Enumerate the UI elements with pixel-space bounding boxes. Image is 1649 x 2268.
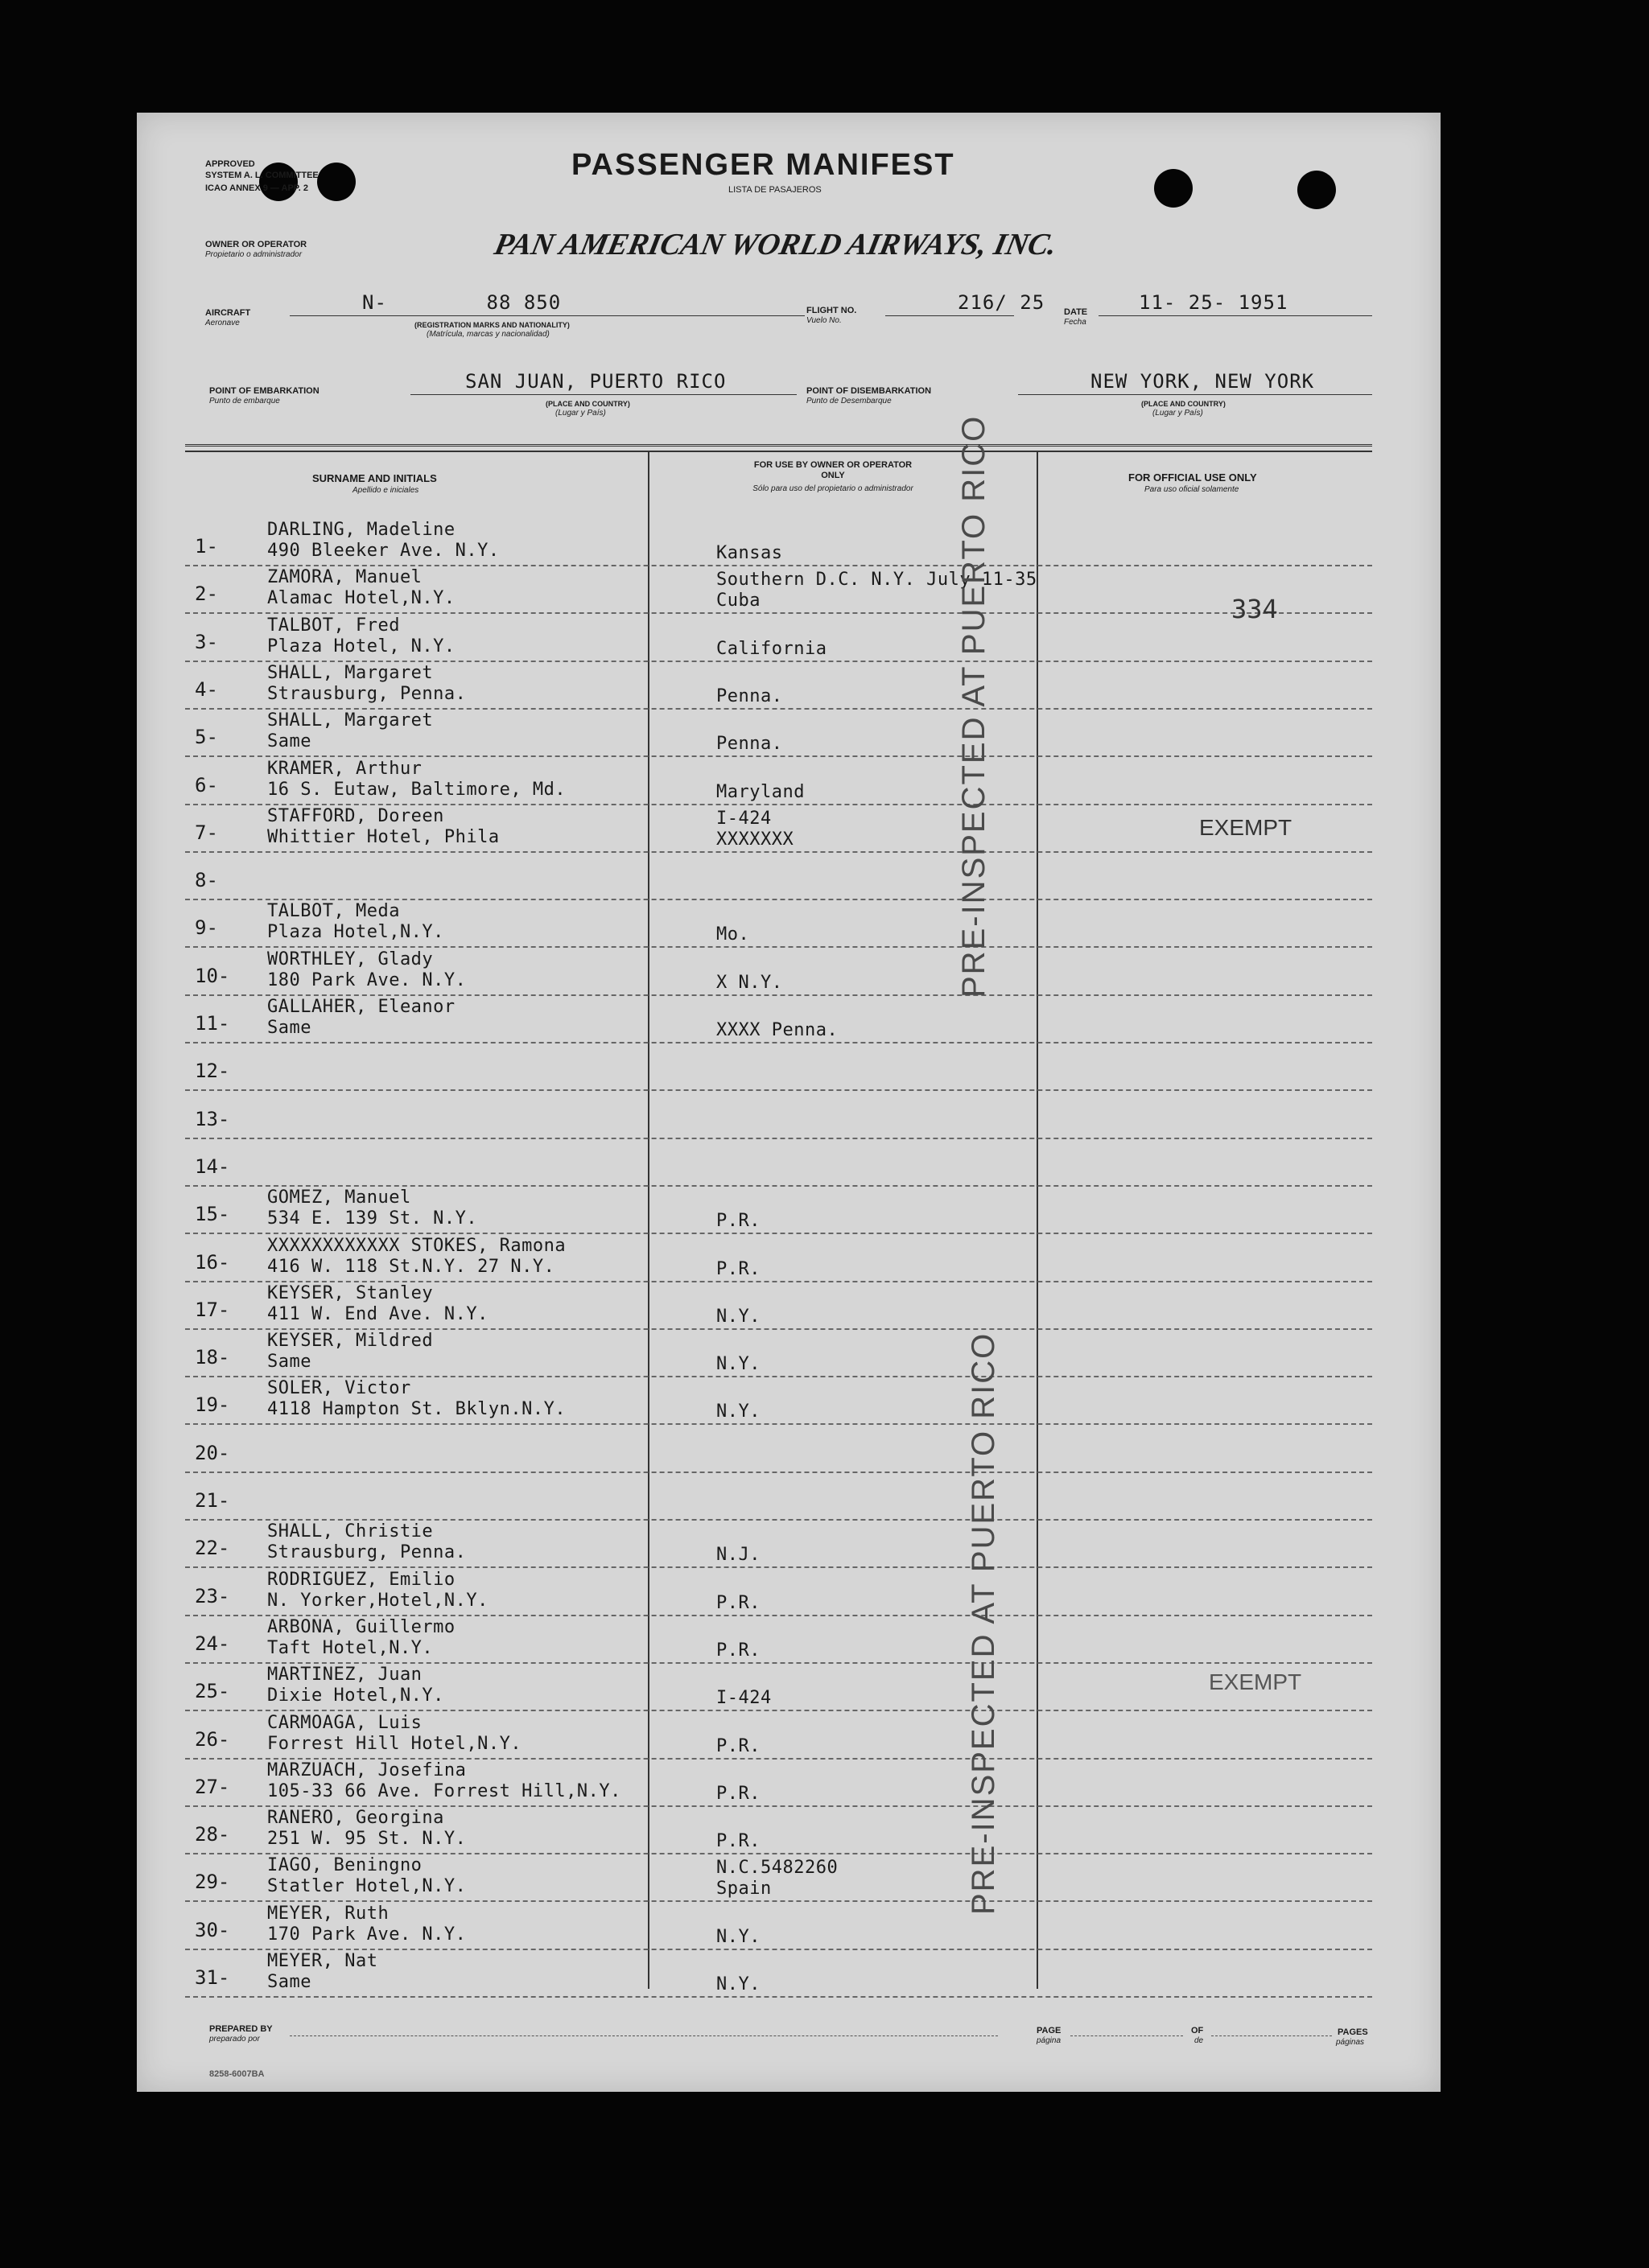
flight-value: 216/ 25 (958, 291, 1045, 314)
passenger-name: KRAMER, Arthur (267, 758, 423, 779)
operator-note-nationality: P.R. (716, 1592, 761, 1613)
operator-note-nationality: XXXX Penna. (716, 1020, 839, 1040)
passenger-name: KEYSER, Stanley (267, 1282, 434, 1303)
operator-note-nationality: Maryland (716, 781, 805, 802)
disembark-place-note: (PLACE AND COUNTRY) (1141, 400, 1226, 408)
passenger-name: KEYSER, Mildred (267, 1331, 434, 1352)
column-header-surname-es: Apellido e iniciales (352, 486, 419, 495)
disembark-underline (1018, 394, 1372, 395)
row-number: 19- (195, 1393, 230, 1417)
passenger-name: MARTINEZ, Juan (267, 1665, 423, 1686)
operator-note: I-424 (716, 808, 772, 829)
approval-line: APPROVED (205, 159, 255, 169)
row-number: 20- (195, 1441, 230, 1464)
column-header-official-es: Para uso oficial solamente (1144, 485, 1239, 494)
operator-note-nationality: California (716, 638, 827, 659)
date-value: 11- 25- 1951 (1139, 291, 1288, 314)
embark-value: SAN JUAN, PUERTO RICO (465, 370, 727, 393)
embark-place-note-es: (Lugar y País) (555, 409, 606, 418)
column-header-owner-use-es: Sólo para uso del propietario o administrador (752, 484, 913, 493)
row-number: 17- (195, 1298, 230, 1321)
row-number: 22- (195, 1537, 230, 1560)
passenger-address: 490 Bleeker Ave. N.Y. (267, 541, 500, 561)
passenger-name: SHALL, Christie (267, 1521, 434, 1542)
row-number: 11- (195, 1012, 230, 1035)
row-number: 16- (195, 1250, 230, 1274)
row-divider (185, 1138, 1372, 1139)
of-label-es: de (1194, 2036, 1204, 2045)
flight-label-es: Vuelo No. (806, 316, 842, 325)
disembark-label-es: Punto de Desembarque (806, 397, 892, 405)
passenger-address: 16 S. Eutaw, Baltimore, Md. (267, 779, 567, 800)
passenger-address: Same (267, 1018, 311, 1038)
operator-note-nationality: Penna. (716, 685, 783, 706)
flight-label: FLIGHT NO. (806, 306, 857, 315)
passenger-name: DARLING, Madeline (267, 520, 456, 540)
row-divider (185, 1996, 1372, 1998)
operator-note-nationality: N.Y. (716, 1306, 761, 1327)
pages-line (1211, 2035, 1332, 2036)
passenger-name: WORTHLEY, Glady (267, 949, 434, 969)
date-label-es: Fecha (1064, 318, 1086, 327)
page-label: PAGE (1037, 2026, 1062, 2035)
disembark-place-note-es: (Lugar y País) (1152, 409, 1203, 418)
preinspected-stamp: PRE-INSPECTED AT PUERTO RICO (956, 414, 991, 998)
row-divider (185, 851, 1372, 853)
operator-note-nationality: X N.Y. (716, 972, 783, 993)
aircraft-label-es: Aeronave (205, 319, 240, 327)
embark-label-es: Punto de embarque (209, 397, 280, 405)
exempt-mark: EXEMPT (1209, 1669, 1302, 1694)
table-header-rule (185, 451, 1372, 452)
row-number: 10- (195, 964, 230, 987)
passenger-name: SHALL, Margaret (267, 662, 434, 683)
passenger-address: 4118 Hampton St. Bklyn.N.Y. (267, 1399, 567, 1420)
exempt-mark: EXEMPT (1199, 815, 1292, 840)
preinspected-stamp: PRE-INSPECTED AT PUERTO RICO (966, 1332, 1001, 1915)
operator-note-nationality: N.J. (716, 1545, 761, 1566)
passenger-name: ARBONA, Guillermo (267, 1616, 456, 1637)
row-number: 1- (195, 535, 218, 558)
passenger-address: Strausburg, Penna. (267, 683, 467, 704)
pages-label-es: páginas (1336, 2038, 1365, 2047)
row-number: 2- (195, 582, 218, 606)
passenger-address: Whittier Hotel, Phila (267, 826, 500, 847)
passenger-name: TALBOT, Fred (267, 615, 400, 636)
operator-note-nationality: P.R. (716, 1640, 761, 1661)
passenger-address: Same (267, 1972, 311, 1992)
form-number: 8258-6007BA (209, 2069, 265, 2079)
row-number: 24- (195, 1632, 230, 1655)
table-top-rule (185, 444, 1372, 447)
passenger-name: GALLAHER, Eleanor (267, 997, 456, 1017)
passenger-address: Statler Hotel,N.Y. (267, 1876, 467, 1897)
passenger-address: Alamac Hotel,N.Y. (267, 588, 456, 609)
operator-note-nationality: P.R. (716, 1258, 761, 1279)
operator-note-nationality: Kansas (716, 543, 783, 563)
row-number: 23- (195, 1584, 230, 1607)
row-number: 5- (195, 726, 218, 749)
row-divider (185, 1089, 1372, 1091)
date-label: DATE (1064, 307, 1088, 317)
passenger-name: RANERO, Georgina (267, 1808, 444, 1829)
operator-note-nationality: N.Y. (716, 1354, 761, 1375)
row-divider (185, 1472, 1372, 1473)
operator-note-nationality: P.R. (716, 1211, 761, 1232)
row-number: 13- (195, 1107, 230, 1130)
embark-place-note: (PLACE AND COUNTRY) (546, 400, 630, 408)
passenger-name: ZAMORA, Manuel (267, 567, 423, 588)
passenger-name: TALBOT, Meda (267, 901, 400, 922)
operator-note-nationality: Mo. (716, 924, 750, 945)
row-number: 7- (195, 821, 218, 844)
punch-hole (317, 163, 356, 201)
operator-note-nationality: Cuba (716, 591, 761, 611)
operator-note: N.C.5482260 (716, 1858, 839, 1879)
row-number: 30- (195, 1918, 230, 1941)
of-label: OF (1191, 2026, 1204, 2035)
operator-note-nationality: I-424 (716, 1688, 772, 1709)
passenger-address: Same (267, 731, 311, 752)
passenger-name: GOMEZ, Manuel (267, 1188, 411, 1208)
operator-note-nationality: P.R. (716, 1783, 761, 1804)
embark-label: POINT OF EMBARKATION (209, 386, 319, 396)
passenger-address: 180 Park Ave. N.Y. (267, 969, 467, 990)
operator-note-nationality: N.Y. (716, 1974, 761, 1994)
operator-note-nationality: N.Y. (716, 1402, 761, 1422)
punch-hole (259, 163, 298, 201)
registration-note-es: (Matrícula, marcas y nacionalidad) (427, 330, 550, 339)
approval-line: ICAO ANNEX 9 — APP. 2 (205, 183, 308, 193)
column-header-owner-use: FOR USE BY OWNER OR OPERATOR ONLY (753, 460, 913, 480)
flight-underline (885, 315, 1014, 316)
row-number: 4- (195, 677, 218, 701)
passenger-name: IAGO, Beningno (267, 1855, 423, 1876)
operator-note-nationality: Penna. (716, 734, 783, 755)
row-number: 9- (195, 916, 218, 940)
official-mark-334: 334 (1231, 594, 1278, 624)
page-title: PASSENGER MANIFEST (571, 148, 955, 182)
row-number: 14- (195, 1155, 230, 1178)
passenger-name: MARZUACH, Josefina (267, 1760, 467, 1780)
aircraft-underline (290, 315, 805, 316)
passenger-address: Strausburg, Penna. (267, 1542, 467, 1563)
disembark-label: POINT OF DISEMBARKATION (806, 386, 932, 396)
passenger-name: RODRIGUEZ, Emilio (267, 1569, 456, 1590)
row-number: 28- (195, 1823, 230, 1846)
registration-note: (REGISTRATION MARKS AND NATIONALITY) (414, 321, 570, 329)
operator-note-nationality: Spain (716, 1879, 772, 1900)
punch-hole (1154, 169, 1193, 208)
passenger-name: SOLER, Victor (267, 1378, 411, 1399)
passenger-address: Forrest Hill Hotel,N.Y. (267, 1733, 522, 1754)
page-label-es: página (1037, 2036, 1062, 2045)
row-number: 12- (195, 1060, 230, 1083)
page-line (1070, 2035, 1183, 2036)
disembark-value: NEW YORK, NEW YORK (1090, 370, 1315, 393)
owner-label-es: Propietario o administrador (205, 250, 303, 259)
row-number: 31- (195, 1966, 230, 1989)
operator-note: Southern D.C. N.Y. July 11-35 (716, 570, 1037, 591)
passenger-name: SHALL, Margaret (267, 710, 434, 731)
row-number: 25- (195, 1680, 230, 1703)
passenger-address: 251 W. 95 St. N.Y. (267, 1829, 467, 1850)
pages-label: PAGES (1338, 2027, 1368, 2037)
row-number: 27- (195, 1775, 230, 1798)
aircraft-value: N- 88 850 (362, 291, 562, 314)
manifest-sheet (137, 113, 1441, 2092)
operator-note-nationality: P.R. (716, 1831, 761, 1852)
row-number: 18- (195, 1346, 230, 1369)
operator-note-nationality: N.Y. (716, 1926, 761, 1947)
prepared-line (290, 2035, 998, 2036)
row-number: 3- (195, 630, 218, 653)
passenger-name: XXXXXXXXXXXX STOKES, Ramona (267, 1235, 567, 1256)
embark-underline (410, 394, 797, 395)
column-header-official: FOR OFFICIAL USE ONLY (1128, 471, 1257, 484)
passenger-address: Plaza Hotel,N.Y. (267, 922, 444, 943)
passenger-address: N. Yorker,Hotel,N.Y. (267, 1590, 489, 1611)
passenger-address: 416 W. 118 St.N.Y. 27 N.Y. (267, 1256, 555, 1277)
punch-hole (1297, 171, 1336, 209)
passenger-name: CARMOAGA, Luis (267, 1712, 423, 1733)
passenger-address: Dixie Hotel,N.Y. (267, 1686, 444, 1706)
approval-line: SYSTEM A. L. COMMITTEE (205, 171, 319, 180)
passenger-address: 534 E. 139 St. N.Y. (267, 1208, 478, 1229)
row-number: 21- (195, 1489, 230, 1512)
passenger-address: 105-33 66 Ave. Forrest Hill,N.Y. (267, 1780, 621, 1801)
passenger-address: Taft Hotel,N.Y. (267, 1637, 434, 1658)
aircraft-label: AIRCRAFT (205, 308, 251, 318)
row-divider (185, 1042, 1372, 1043)
row-number: 15- (195, 1203, 230, 1226)
passenger-name: MEYER, Nat (267, 1951, 378, 1971)
row-number: 29- (195, 1871, 230, 1894)
passenger-name: MEYER, Ruth (267, 1903, 390, 1924)
passenger-address: 411 W. End Ave. N.Y. (267, 1303, 489, 1324)
passenger-address: Same (267, 1352, 311, 1373)
passenger-name: STAFFORD, Doreen (267, 805, 444, 826)
row-number: 6- (195, 773, 218, 796)
passenger-address: 170 Park Ave. N.Y. (267, 1924, 467, 1945)
row-number: 8- (195, 869, 218, 892)
owner-label: OWNER OR OPERATOR (205, 240, 307, 249)
owner-value: PAN AMERICAN WORLD AIRWAYS, INC. (491, 228, 1061, 261)
prepared-label-es: preparado por (209, 2035, 260, 2044)
date-underline (1099, 315, 1372, 316)
operator-note-nationality: P.R. (716, 1735, 761, 1756)
row-divider (185, 1423, 1372, 1425)
page-subtitle: LISTA DE PASAJEROS (728, 185, 822, 195)
passenger-address: Plaza Hotel, N.Y. (267, 636, 456, 657)
prepared-label: PREPARED BY (209, 2024, 273, 2034)
operator-note-nationality: XXXXXXX (716, 829, 794, 850)
column-header-surname: SURNAME AND INITIALS (312, 472, 437, 484)
row-number: 26- (195, 1727, 230, 1751)
